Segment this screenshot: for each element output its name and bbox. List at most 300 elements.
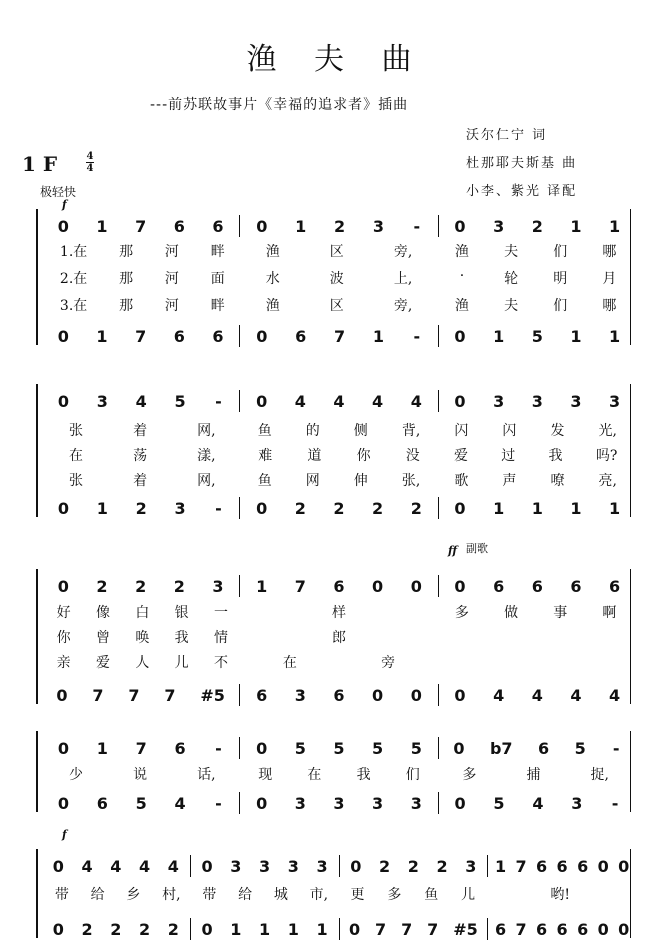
note: 0: [597, 919, 609, 939]
measure: [441, 686, 634, 705]
system-bracket: [36, 384, 41, 517]
lyric-syllable: 在: [282, 655, 297, 671]
note: 3: [316, 856, 328, 876]
note: 6: [556, 919, 568, 939]
note: 1: [372, 326, 385, 346]
note: 0: [57, 498, 70, 518]
note: 4: [609, 685, 621, 705]
measure: [437, 420, 634, 440]
measure: [44, 794, 237, 813]
lyric-syllable: 在: [69, 448, 84, 464]
lyric-syllable: 说: [133, 767, 148, 783]
note: 0: [56, 685, 68, 705]
note: 4: [333, 391, 345, 411]
key-signature: 1 F: [22, 152, 58, 176]
measure: [44, 420, 241, 440]
note: 3: [570, 391, 582, 411]
note: 5: [410, 738, 422, 758]
note: 3: [294, 685, 306, 705]
lyric-syllable: 城: [273, 887, 288, 903]
note-row: [44, 390, 634, 412]
note: 0: [52, 919, 64, 939]
note: 0: [618, 856, 630, 876]
note: 0: [57, 391, 70, 411]
measure: [44, 602, 241, 622]
note: 1: [96, 498, 108, 518]
note: 3: [212, 576, 224, 596]
note: 3: [410, 793, 422, 813]
lyric-syllable: 网,: [197, 473, 216, 489]
note: 3: [465, 856, 477, 876]
lyric-syllable: 侧: [353, 423, 368, 439]
note: 6: [173, 216, 185, 236]
note: 0: [348, 919, 361, 939]
lyric-syllable: 爱: [95, 655, 110, 671]
bar-line: [239, 497, 240, 519]
note: 7: [427, 919, 439, 939]
lyric-syllable: 那: [119, 244, 134, 260]
note: 1: [96, 326, 108, 346]
note: 1: [570, 216, 582, 236]
translator-credit: 小李、紫光 译配: [466, 184, 578, 199]
note: 2: [436, 856, 448, 876]
note: 2: [531, 216, 543, 236]
lyric-syllable: 现: [258, 767, 273, 783]
note: 0: [201, 856, 213, 876]
lyric-syllable: 旁,: [393, 244, 413, 260]
note: 3: [372, 793, 384, 813]
note: 1: [609, 216, 621, 236]
note: 2: [294, 498, 306, 518]
note: 2: [167, 919, 179, 939]
note: 1: [494, 856, 507, 876]
note-row: [44, 918, 634, 940]
note: 2: [379, 856, 391, 876]
measure: [241, 420, 438, 440]
measure: [342, 857, 486, 876]
bar-line: [438, 792, 439, 814]
lyric-row: [44, 420, 634, 440]
note: 1: [609, 498, 621, 518]
lyric-syllable: 1.在: [59, 244, 88, 260]
lyric-syllable: 夫: [504, 244, 519, 260]
bar-line: [190, 918, 191, 940]
lyricist-credit: 沃尔仁宁 词: [466, 128, 548, 143]
note: 4: [139, 856, 151, 876]
note: 3: [493, 391, 505, 411]
lyric-syllable: 张: [69, 473, 84, 489]
note: 1: [531, 498, 543, 518]
note: 7: [135, 326, 147, 346]
system-end-bar: [630, 731, 631, 812]
lyric-syllable: 河: [164, 271, 179, 287]
lyric-syllable: 张,: [401, 473, 421, 489]
measure: [193, 857, 337, 876]
note: 6: [333, 685, 345, 705]
lyric-syllable: 闪: [502, 423, 517, 439]
lyric-syllable: 渔: [265, 298, 280, 314]
song-title: 渔 夫 曲: [246, 42, 426, 77]
note: 3: [372, 216, 385, 236]
measure: [441, 499, 634, 518]
note: 1: [287, 919, 299, 939]
note: 5: [333, 738, 345, 758]
note: 2: [173, 576, 185, 596]
note: 1: [493, 498, 505, 518]
note: -: [413, 216, 421, 236]
note-row: [44, 497, 634, 519]
system-end-bar: [630, 849, 631, 938]
lyric-syllable: 月: [602, 271, 617, 287]
note: -: [215, 391, 222, 411]
bar-line: [438, 737, 439, 759]
note: 7: [515, 919, 527, 939]
note: 5: [493, 793, 505, 813]
note: 2: [333, 216, 346, 236]
note: 3: [294, 793, 306, 813]
note: 4: [167, 856, 179, 876]
note: 4: [372, 391, 384, 411]
note: 0: [454, 498, 466, 518]
note: 3: [571, 793, 583, 813]
note: -: [612, 738, 620, 758]
lyric-syllable: 捉,: [590, 767, 609, 783]
note: 7: [294, 576, 306, 596]
measure: [441, 739, 634, 758]
measure: [241, 652, 438, 672]
measure: [242, 577, 435, 596]
note: 0: [454, 576, 466, 596]
lyric-syllable: 带: [202, 887, 217, 903]
lyric-syllable: 漾,: [197, 448, 216, 464]
note: 6: [577, 919, 589, 939]
lyric-row: [44, 241, 634, 261]
note: 6: [538, 738, 550, 758]
note: 0: [256, 498, 268, 518]
measure: [242, 794, 435, 813]
lyric-syllable: 曾: [95, 630, 110, 646]
lyric-row: [44, 470, 634, 490]
time-signature-bottom: 4: [86, 163, 94, 174]
lyric-syllable: 波: [329, 271, 344, 287]
lyric-syllable: 一: [213, 605, 228, 621]
lyric-syllable: 市,: [309, 887, 329, 903]
note: 2: [135, 576, 147, 596]
measure: [242, 686, 435, 705]
lyric-syllable: 伸: [353, 473, 368, 489]
note: 5: [294, 738, 306, 758]
note: -: [413, 326, 421, 346]
measure: [44, 652, 241, 672]
lyric-syllable: 河: [164, 298, 179, 314]
note: 0: [256, 216, 268, 236]
lyric-syllable: 难: [258, 448, 273, 464]
lyric-syllable: 多: [462, 767, 477, 783]
lyric-syllable: 你: [56, 630, 71, 646]
note: 6: [493, 576, 505, 596]
note: 2: [135, 498, 147, 518]
lyric-syllable: 那: [119, 298, 134, 314]
measure: [44, 241, 241, 261]
note: #5: [453, 919, 478, 939]
note: 0: [256, 391, 268, 411]
lyric-syllable: 样: [332, 605, 346, 621]
measure: [437, 295, 634, 315]
lyric-syllable: 情: [213, 630, 228, 646]
lyric-syllable: 我: [548, 448, 563, 464]
note: 0: [410, 576, 422, 596]
note: -: [215, 498, 222, 518]
note: 3: [333, 793, 345, 813]
note: 0: [454, 391, 466, 411]
note: 2: [407, 856, 419, 876]
note: 0: [57, 326, 69, 346]
note: 4: [493, 685, 505, 705]
lyric-syllable: 哪: [602, 298, 617, 314]
lyric-syllable: 我: [356, 767, 371, 783]
measure: [241, 445, 438, 465]
measure: [437, 602, 634, 622]
note: 4: [410, 391, 422, 411]
note: 6: [212, 326, 224, 346]
note: 4: [110, 856, 122, 876]
note: 7: [375, 919, 387, 939]
measure: [44, 627, 241, 647]
measure: [242, 499, 435, 518]
measure: [242, 327, 435, 346]
measure: [44, 920, 188, 939]
lyric-syllable: 区: [329, 244, 344, 260]
measure: [490, 920, 634, 939]
bar-line: [239, 390, 240, 412]
lyric-syllable: 畔: [210, 244, 225, 260]
lyric-syllable: 张: [69, 423, 84, 439]
lyric-syllable: 哟!: [550, 887, 571, 903]
measure: [242, 739, 435, 758]
note: 3: [531, 391, 543, 411]
note: 7: [135, 216, 147, 236]
lyric-syllable: 过: [501, 448, 516, 464]
bar-line: [438, 497, 439, 519]
lyric-syllable: 旁,: [393, 298, 413, 314]
lyric-syllable: 面: [210, 271, 225, 287]
note: 0: [454, 793, 466, 813]
lyric-syllable: 河: [164, 244, 179, 260]
note: 3: [287, 856, 299, 876]
note: 0: [454, 685, 466, 705]
measure: [441, 327, 634, 346]
note: 1: [493, 326, 505, 346]
note: 4: [294, 391, 306, 411]
note: -: [215, 793, 222, 813]
note: 7: [515, 856, 527, 876]
note: 1: [570, 498, 582, 518]
measure: [44, 470, 241, 490]
system-bracket: [36, 569, 41, 704]
note: 3: [493, 216, 505, 236]
note: #5: [200, 685, 225, 705]
measure: [437, 764, 634, 784]
measure: [44, 577, 237, 596]
lyric-syllable: 更: [350, 887, 365, 903]
lyric-syllable: 多: [454, 605, 469, 621]
measure: [487, 884, 635, 904]
measure: [193, 920, 337, 939]
lyric-row: [44, 445, 634, 465]
bar-line: [438, 325, 439, 347]
lyric-row: [44, 602, 634, 622]
lyric-syllable: 话,: [197, 767, 216, 783]
note-row: [44, 737, 634, 759]
lyric-syllable: 闪: [454, 423, 469, 439]
note: 0: [256, 793, 268, 813]
system-bracket: [36, 209, 41, 345]
note: 5: [174, 391, 186, 411]
lyric-syllable: 们: [553, 298, 568, 314]
lyric-syllable: 儿: [174, 655, 189, 671]
lyric-syllable: 带: [54, 887, 69, 903]
note: 2: [139, 919, 151, 939]
note-row: [44, 792, 634, 814]
note: 3: [174, 498, 186, 518]
note: -: [611, 793, 619, 813]
note: 5: [574, 738, 586, 758]
measure: [241, 602, 438, 622]
lyric-syllable: 你: [356, 448, 371, 464]
lyric-syllable: 夫: [504, 298, 519, 314]
lyric-syllable: 畔: [210, 298, 225, 314]
note: 2: [96, 576, 108, 596]
bar-line: [438, 215, 439, 237]
note: 4: [570, 685, 582, 705]
note: 6: [556, 856, 568, 876]
note: 0: [372, 685, 384, 705]
measure: [242, 392, 435, 411]
measure: [441, 217, 634, 236]
lyric-syllable: 的: [305, 423, 320, 439]
note: 1: [256, 576, 268, 596]
lyric-syllable: 唤: [135, 630, 150, 646]
song-subtitle: ---前苏联故事片《幸福的追求者》插曲: [150, 97, 409, 113]
lyric-syllable: 们: [405, 767, 420, 783]
lyric-row: [44, 268, 634, 288]
measure: [241, 764, 438, 784]
note: 4: [135, 391, 147, 411]
note: 0: [57, 793, 70, 813]
lyric-syllable: 多: [387, 887, 402, 903]
note: 1: [96, 738, 108, 758]
lyric-syllable: 道: [307, 448, 322, 464]
note: 0: [597, 856, 609, 876]
note: 0: [57, 738, 70, 758]
note: 6: [536, 919, 548, 939]
measure: [437, 445, 634, 465]
note: 1: [295, 216, 307, 236]
note: 6: [609, 576, 621, 596]
note: 3: [259, 856, 271, 876]
lyric-syllable: 渔: [265, 244, 280, 260]
note-row: [44, 215, 634, 237]
lyric-syllable: 网: [305, 473, 320, 489]
note: 1: [609, 326, 621, 346]
bar-line: [438, 575, 439, 597]
note: 6: [531, 576, 543, 596]
lyric-syllable: 给: [90, 887, 105, 903]
measure: [192, 884, 340, 904]
note: 7: [128, 685, 140, 705]
lyric-row: [44, 295, 634, 315]
measure: [241, 470, 438, 490]
system-end-bar: [630, 209, 631, 345]
measure: [441, 577, 634, 596]
lyric-syllable: 渔: [454, 244, 469, 260]
measure: [241, 627, 438, 647]
note: 6: [570, 576, 582, 596]
measure: [339, 884, 487, 904]
note: 4: [81, 856, 93, 876]
note: 5: [372, 738, 384, 758]
lyric-syllable: 渔: [454, 298, 469, 314]
bar-line: [339, 855, 340, 877]
lyric-syllable: 给: [238, 887, 253, 903]
lyric-syllable: 我: [174, 630, 189, 646]
measure: [437, 241, 634, 261]
measure: [437, 470, 634, 490]
note: 7: [333, 326, 346, 346]
note: 6: [212, 216, 224, 236]
measure: [44, 764, 241, 784]
note: 7: [92, 685, 104, 705]
note: 0: [52, 856, 64, 876]
bar-line: [190, 855, 191, 877]
measure: [44, 499, 237, 518]
note: 1: [570, 326, 582, 346]
note: 0: [256, 738, 268, 758]
lyric-syllable: 明: [553, 271, 568, 287]
note-row: [44, 575, 634, 597]
lyric-syllable: 那: [119, 271, 134, 287]
note: 6: [494, 919, 507, 939]
measure: [44, 686, 237, 705]
measure: [44, 268, 241, 288]
lyric-syllable: 亮,: [598, 473, 617, 489]
bar-line: [239, 792, 240, 814]
measure: [441, 392, 634, 411]
measure: [241, 241, 438, 261]
lyric-syllable: 嘹: [550, 473, 565, 489]
lyric-syllable: 郎: [332, 630, 346, 646]
dynamic-fortissimo: ff: [448, 544, 458, 557]
dynamic-forte-2: f: [62, 828, 67, 841]
note: 2: [110, 919, 122, 939]
measure: [44, 327, 237, 346]
note-row: [44, 325, 634, 347]
note: 0: [57, 576, 69, 596]
bar-line: [487, 918, 488, 940]
lyric-row: [44, 652, 634, 672]
measure: [44, 445, 241, 465]
note: 7: [164, 685, 176, 705]
measure: [490, 857, 634, 876]
bar-line: [239, 215, 240, 237]
chorus-label: 副歌: [466, 542, 488, 555]
measure: [441, 794, 634, 813]
bar-line: [239, 684, 240, 706]
measure: [242, 217, 435, 236]
note: 1: [316, 919, 328, 939]
measure: [241, 295, 438, 315]
lyric-syllable: 亲: [56, 655, 71, 671]
